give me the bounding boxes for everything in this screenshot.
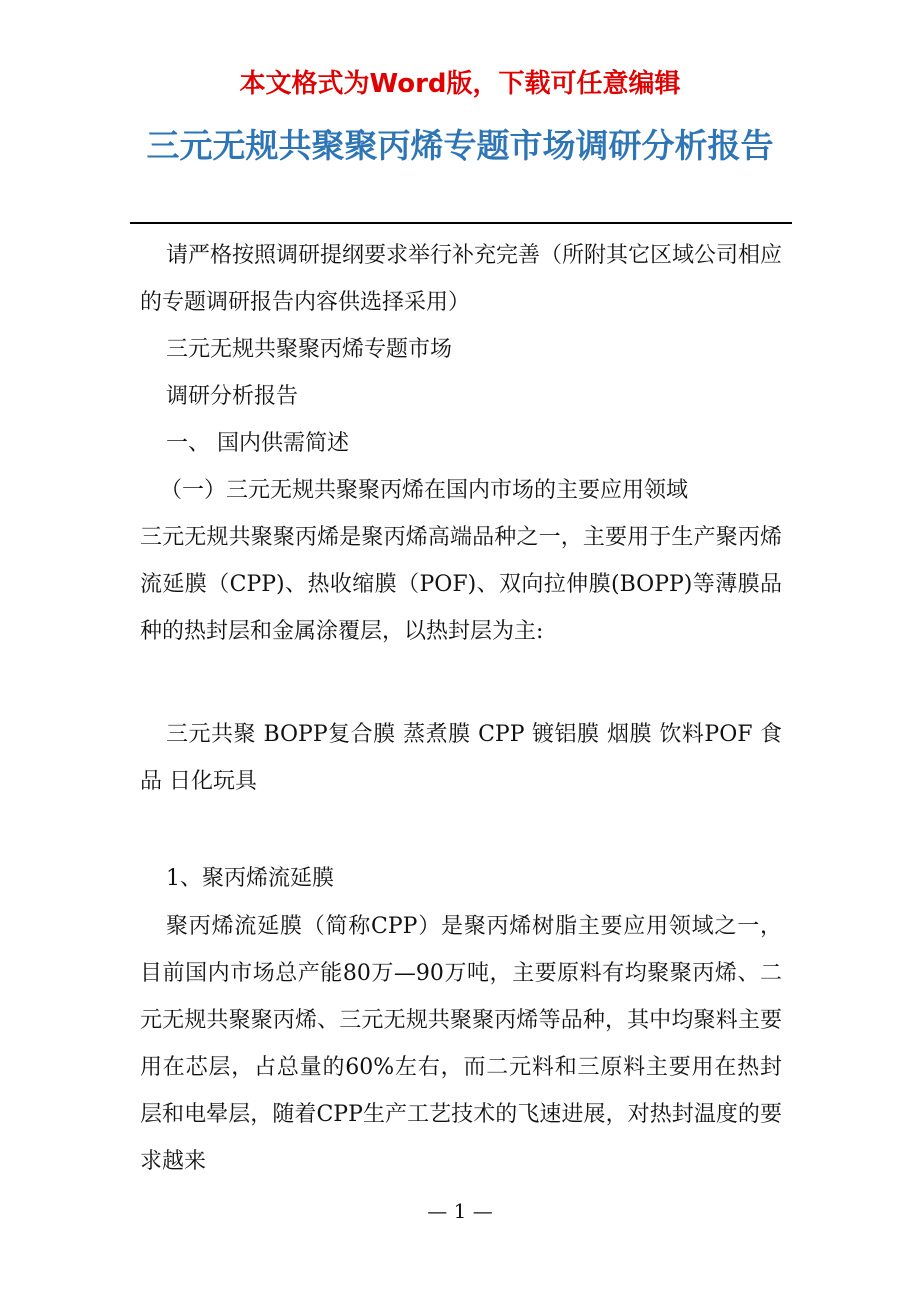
paragraph-subtitle-line1: 三元无规共聚聚丙烯专题市场 <box>166 337 453 362</box>
paragraph-applications: 三元无规共聚聚丙烯是聚丙烯高端品种之一，主要用于生产聚丙烯流延膜（CPP)、热收缩膜（POF)、双向拉伸膜(BOPP)等薄膜品种的热封层和金属涂覆层，以热封层为主: <box>140 525 782 644</box>
section-heading-1: 一、 国内供需简述 <box>166 431 349 456</box>
paragraph-instruction: 请严格按照调研提纲要求举行补充完善（所附其它区域公司相应的专题调研报告内容供选择采用） <box>140 243 783 315</box>
subsection-heading-1: （一）三元无规共聚聚丙烯在国内市场的主要应用领域 <box>160 478 689 503</box>
download-notice: 本文格式为Word版，下载可任意编辑 <box>239 69 681 99</box>
item-heading-cpp: 1、聚丙烯流延膜 <box>166 866 334 891</box>
page-number: — 1 — <box>427 1199 493 1223</box>
title-divider <box>130 222 792 224</box>
document-title: 三元无规共聚聚丙烯专题市场调研分析报告 <box>146 126 774 165</box>
paragraph-subtitle-line2: 调研分析报告 <box>166 384 299 409</box>
paragraph-cpp-description: 聚丙烯流延膜（简称CPP）是聚丙烯树脂主要应用领域之一，目前国内市场总产能80万—90万吨，主要原料有均聚聚丙烯、二元无规共聚聚丙烯、三元无规共聚聚丙烯等品种，其中均聚料主要用在芯层，占总量的60%左右，而二元料和三原料主要用在热封层和电晕层，随着CPP生产工艺技术的飞速进展，对热封温度的要求越来 <box>140 914 782 1174</box>
paragraph-product-list: 三元共聚 BOPP复合膜 蒸煮膜 CPP 镀铝膜 烟膜 饮料POF 食品 日化玩具 <box>140 722 782 794</box>
